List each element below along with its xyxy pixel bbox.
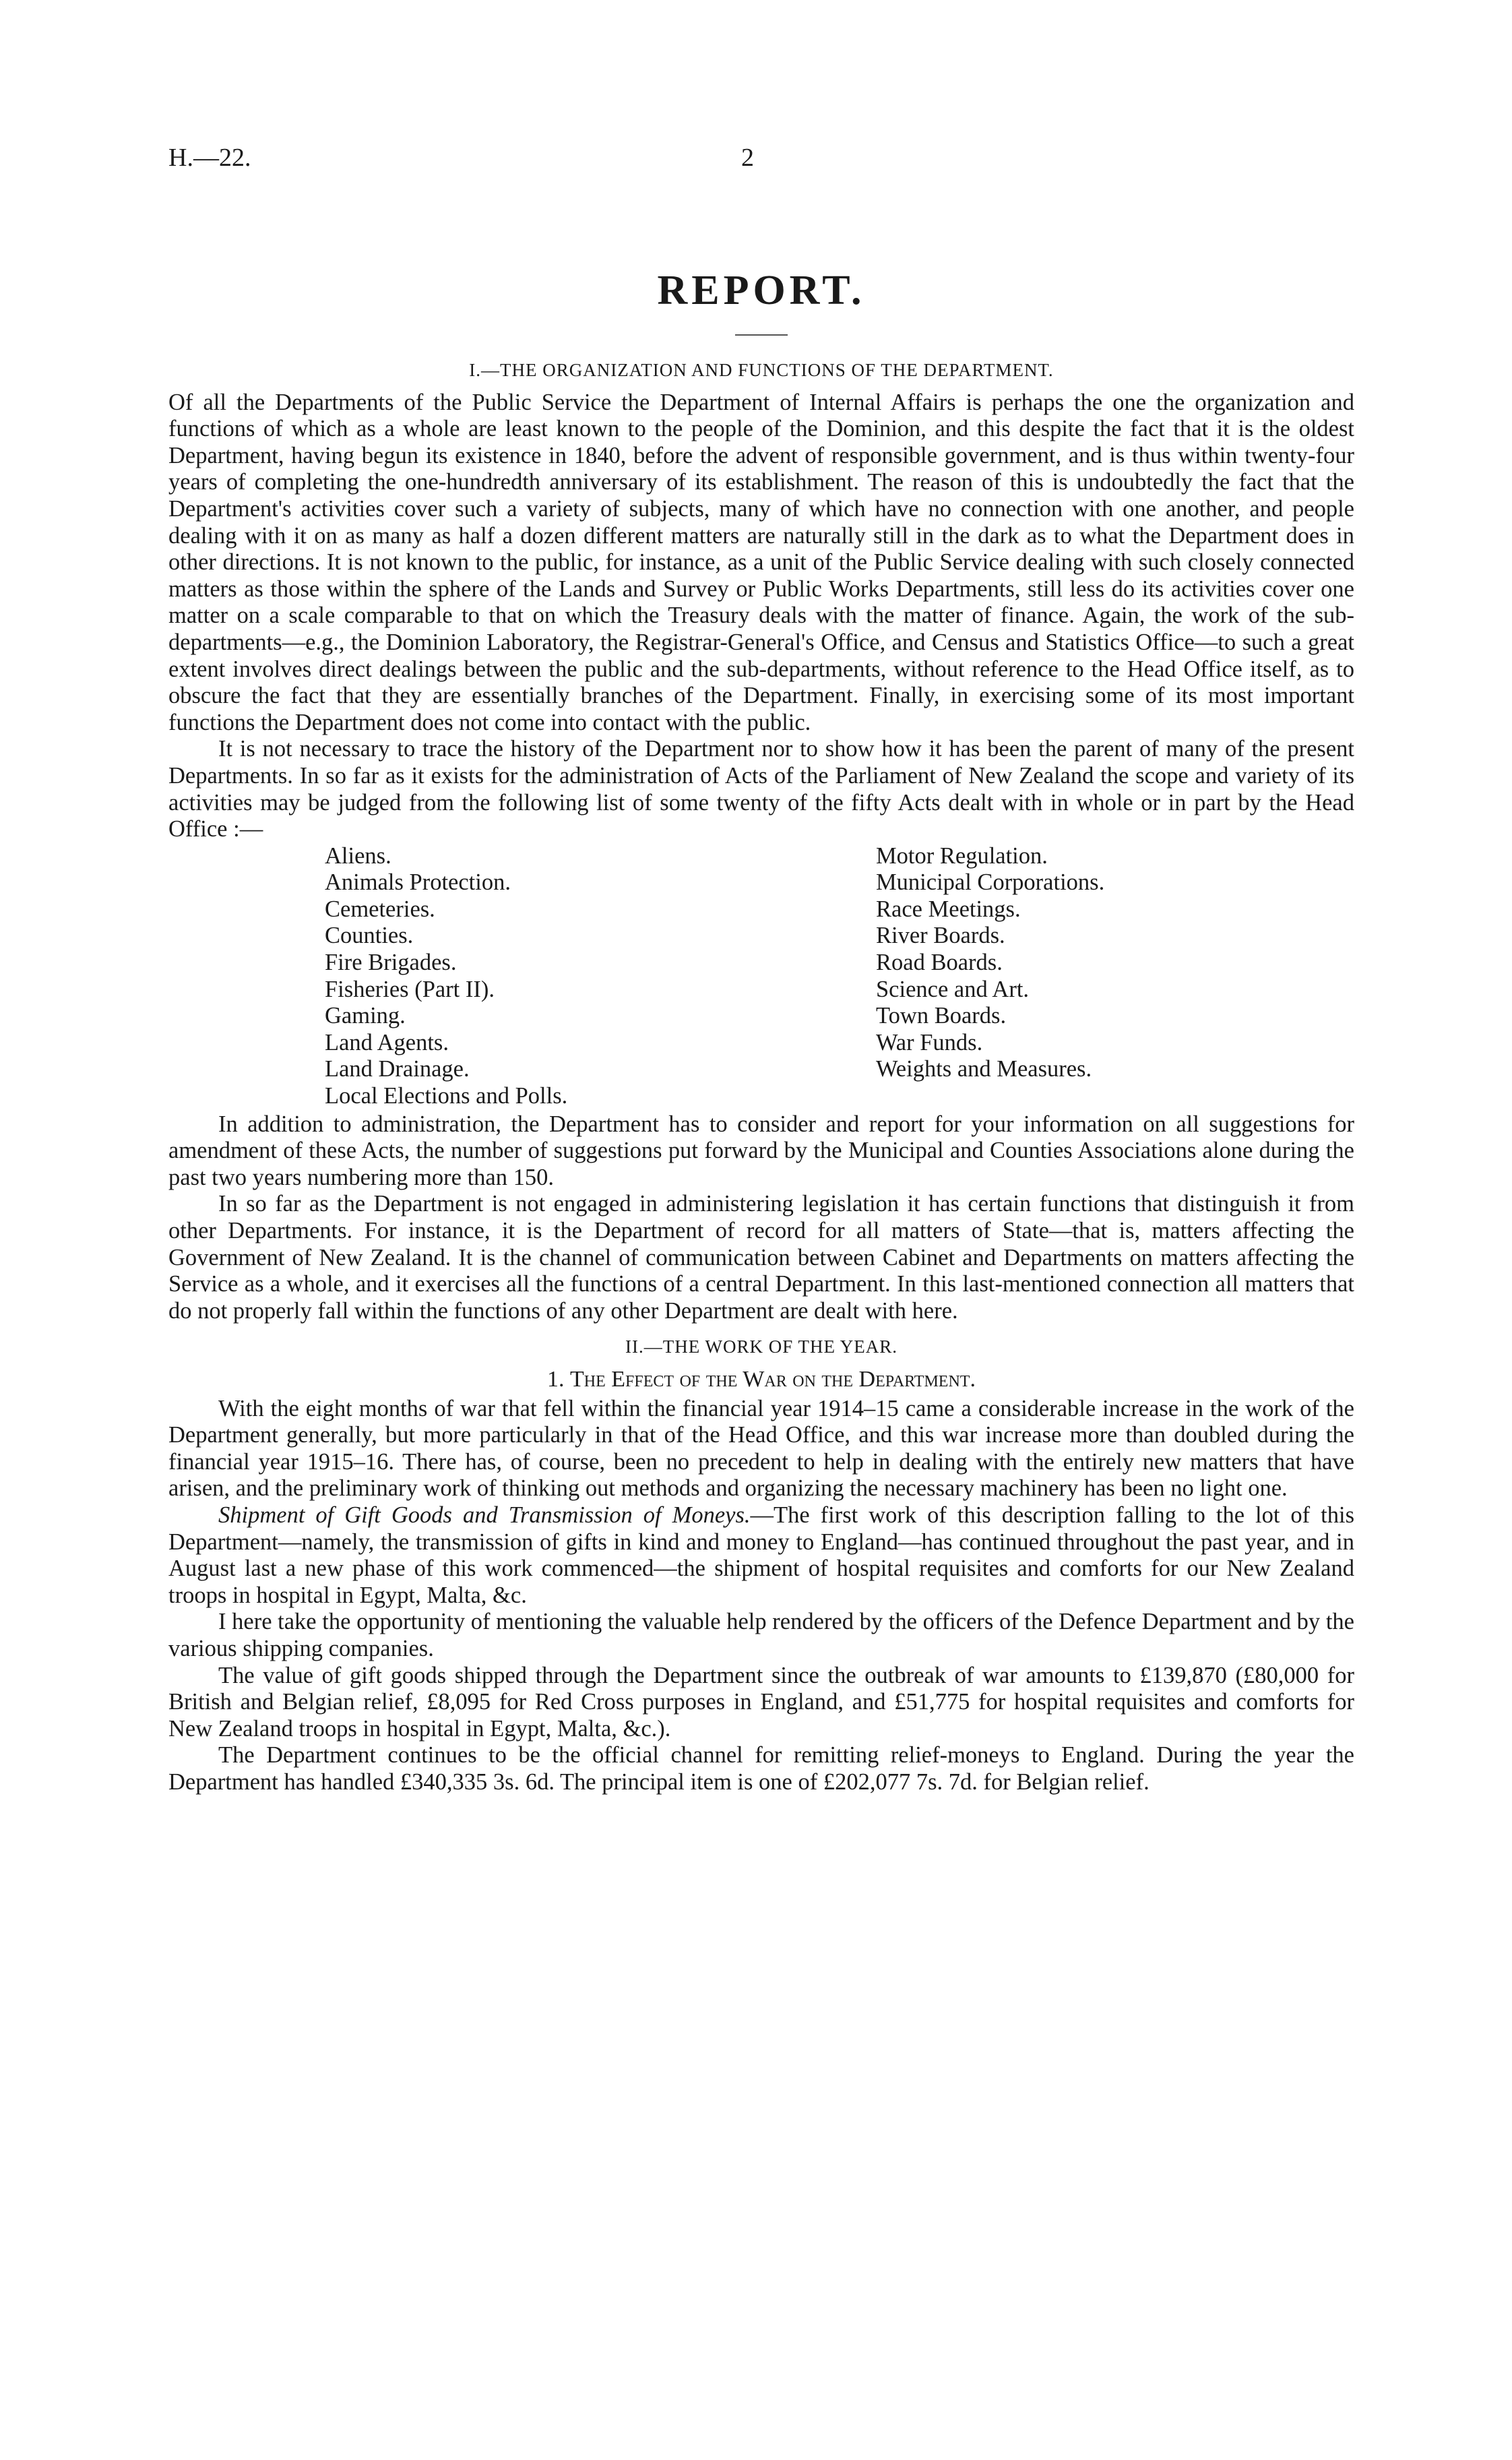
paragraph: The value of gift goods shipped through the Department since the outbreak of war amounts to £139,870 (£80,000 for British and Belgian relief, £8,095 for Red Cross purposes in England, and £51,775 for hospital requisites and comforts for New Zealand troops in hospital in Egypt, Malta, &c.).: [168, 1662, 1354, 1742]
paragraph: I here take the opportunity of mentioning the valuable help rendered by the officers of the Defence Department and by the various shipping companies.: [168, 1609, 1354, 1661]
act-item: Fisheries (Part II).: [325, 976, 495, 1002]
page-number: 2: [741, 144, 754, 172]
page-header: [168, 143, 1354, 183]
act-item: Municipal Corporations.: [876, 869, 1105, 896]
subsection-title: The Effect of the War on the Department.: [570, 1367, 976, 1392]
paragraph: The Department continues to be the official channel for remitting relief-moneys to England. During the year the Department has handled £340,335 3s. 6d. The principal item is one of £202,077 7s. 7d. for Belgian relief.: [168, 1742, 1354, 1795]
document-reference: H.—22.: [168, 144, 251, 172]
section-heading-work-of-year: II.—THE WORK OF THE YEAR.: [625, 1336, 897, 1357]
act-item: Science and Art.: [876, 976, 1030, 1002]
act-item: River Boards.: [876, 923, 1005, 949]
paragraph: With the eight months of war that fell within the financial year 1914–15 came a considerable increase in the work of the Department generally, but more particularly in that of the Head Office, and this war increase more than doubled during the financial year 1915–16. There has, of course, been no precedent to help in dealing with the entirely new matters that have arisen, and the preliminary work of thinking out methods and organizing the necessary machinery has been no light one.: [168, 1395, 1354, 1502]
paragraph: In so far as the Department is not engaged in administering legislation it has certain functions that distinguish it from other Departments. For instance, it is the Department of record for all matters of State—that is, matters affecting the Government of New Zealand. It is the channel of communication between Cabinet and Departments on matters affecting the Service as a whole, and it exercises all the functions of a central Department. In this last-mentioned connection all matters that do not properly fall within the functions of any other Department are dealt with here.: [168, 1191, 1354, 1324]
act-item: Aliens.: [325, 842, 391, 869]
subsection-number: 1.: [547, 1367, 565, 1392]
paragraph: [168, 1502, 1354, 1609]
act-item: Animals Protection.: [325, 869, 511, 896]
act-item: Cemeteries.: [325, 896, 435, 922]
act-item: Town Boards.: [876, 1003, 1007, 1029]
act-item: Race Meetings.: [876, 896, 1021, 922]
subsection-heading: [168, 1366, 1354, 1393]
acts-list-right: [876, 843, 1104, 1083]
acts-list-left: [325, 843, 567, 1110]
act-item: Counties.: [325, 923, 414, 949]
acts-list: [168, 843, 1354, 1111]
act-item: War Funds.: [876, 1029, 983, 1055]
act-item: Weights and Measures.: [876, 1056, 1092, 1082]
act-item: Land Agents.: [325, 1029, 449, 1055]
paragraph: It is not necessary to trace the history of the Department nor to show how it has been the parent of many of the present Departments. In so far as it exists for the administration of Acts of the Parliament of New Zealand the scope and variety of its activities may be judged from the following list of some twenty of the fifty Acts dealt with in whole or in part by the Head Office :—: [168, 736, 1354, 842]
act-item: Motor Regulation.: [876, 842, 1048, 869]
paragraph: In addition to administration, the Department has to consider and report for your information on all suggestions for amendment of these Acts, the number of suggestions put forward by the Municipal and Counties Associations alone during the past two years numbering more than 150.: [168, 1111, 1354, 1190]
act-item: Road Boards.: [876, 950, 1003, 976]
title-rule: [735, 334, 788, 336]
paragraph: Of all the Departments of the Public Service the Department of Internal Affairs is perhaps the one the organization and functions of which as a whole are least known to the people of the Dominion, and this despite the fact that it is the oldest Department, having begun its existence in 1840, before the advent of responsible government, and is thus within twenty-four years of completing the one-hundredth anniversary of its establishment. The reason of this is undoubtedly the fact that the Department's activities cover such a variety of subjects, many of which have no connection with one another, and people dealing with it on as many as half a dozen different matters are naturally still in the dark as to what the Department does in other directions. It is not known to the public, for instance, as a unit of the Public Service dealing with such closely connected matters as those within the sphere of the Lands and Survey or Public Works Departments, still less do its activities cover one matter on a scale comparable to that on which the Treasury deals with the matter of finance. Again, the work of the sub-departments—e.g., the Dominion Laboratory, the Registrar-General's Office, and Census and Statistics Office—to such a great extent involves direct dealings between the public and the sub-departments, without reference to the Head Office itself, as to obscure the fact that they are essentially branches of the Department. Finally, in exercising some of its most important functions the Department does not come into contact with the public.: [168, 389, 1354, 735]
report-title: REPORT.: [657, 268, 866, 313]
paragraph-rest: —The first work of this description falling to the lot of this Department—namely, the transmission of gifts in kind and money to England—has continued throughout the past year, and in August last a new phase of this work commenced—the shipment of hospital requisites and comforts for our New Zealand troops in hospital in Egypt, Malta, &c.: [168, 1502, 1354, 1608]
act-item: Land Drainage.: [325, 1056, 470, 1082]
act-item: Gaming.: [325, 1003, 406, 1029]
act-item: Fire Brigades.: [325, 950, 457, 976]
act-item: Local Elections and Polls.: [325, 1083, 568, 1109]
paragraph-italic-lead: Shipment of Gift Goods and Transmission of Moneys.: [218, 1502, 751, 1528]
section-heading-organization: I.—THE ORGANIZATION AND FUNCTIONS OF THE DEPARTMENT.: [469, 360, 1054, 380]
document-body: [168, 357, 1354, 1796]
